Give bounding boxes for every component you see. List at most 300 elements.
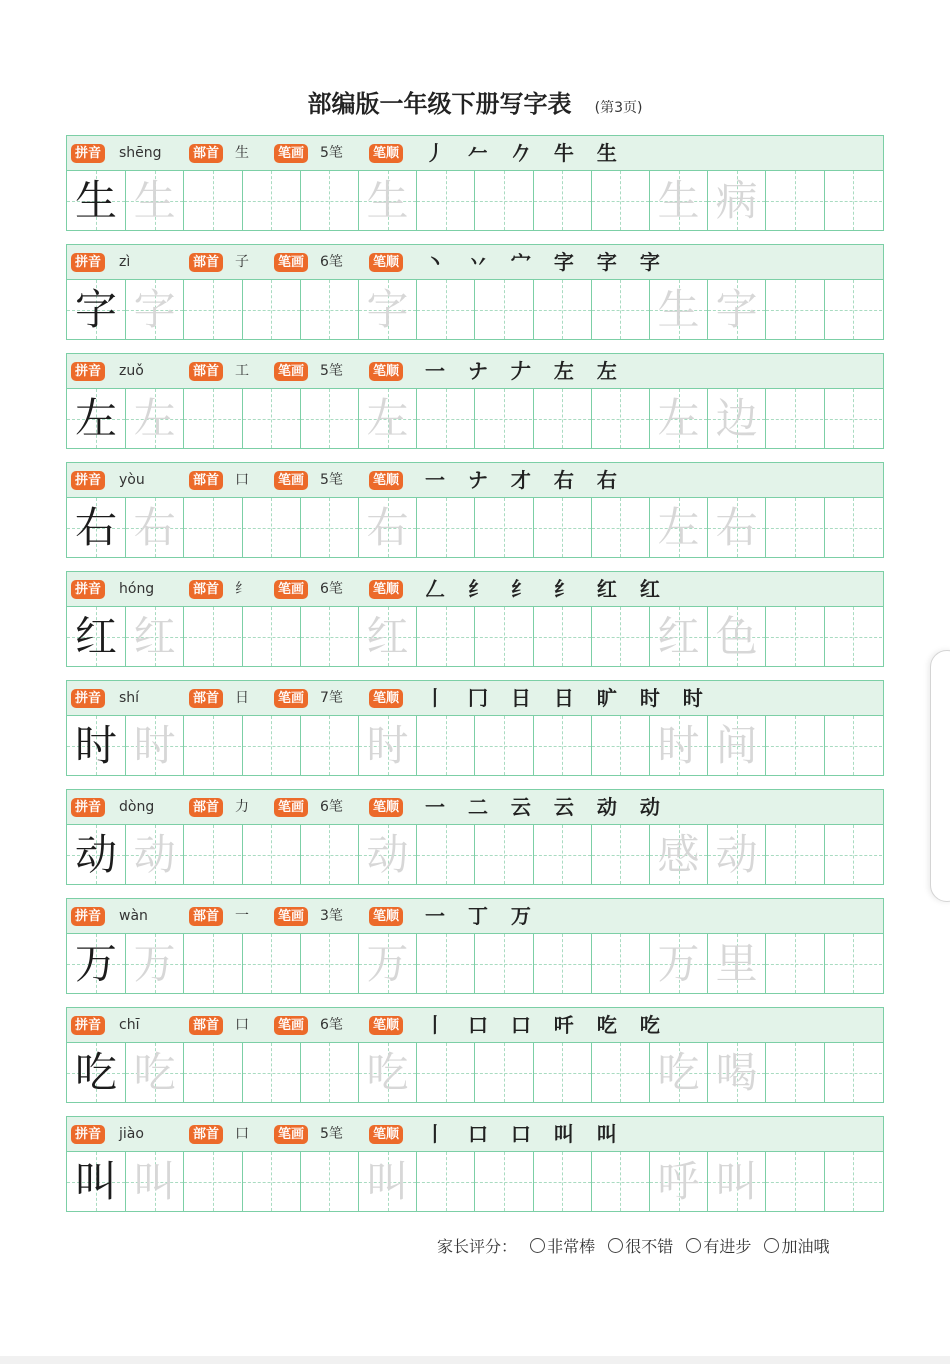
word-character: 感 xyxy=(657,830,700,879)
writing-cell[interactable] xyxy=(765,171,823,230)
radical-value: 一 xyxy=(235,908,249,924)
rating-radio-2[interactable] xyxy=(686,1238,701,1253)
writing-cell[interactable] xyxy=(416,716,474,775)
stroke-order-value: 一 ナ 才 右 右 xyxy=(425,468,625,492)
trace-character: 字 xyxy=(133,285,176,334)
writing-cell[interactable] xyxy=(416,934,474,993)
writing-cell[interactable] xyxy=(416,1043,474,1102)
writing-cell[interactable] xyxy=(242,280,300,339)
trace-character: 叫 xyxy=(133,1157,176,1206)
radical-tag: 部首 xyxy=(189,798,223,817)
stroke-count-value: 6笔 xyxy=(320,799,343,815)
writing-cell[interactable] xyxy=(591,825,649,884)
writing-cell[interactable] xyxy=(242,716,300,775)
writing-cell[interactable] xyxy=(183,1043,241,1102)
trace-character: 左 xyxy=(133,394,176,443)
rating-label: 家长评分： xyxy=(437,1237,518,1256)
pinyin-tag: 拼音 xyxy=(71,1125,105,1144)
info-bar xyxy=(67,1117,883,1152)
radical-value: 口 xyxy=(235,1017,249,1033)
writing-cell[interactable] xyxy=(649,280,707,339)
writing-cell[interactable] xyxy=(358,1152,416,1211)
stroke-order-value: 丶 丷 宀 字 字 字 xyxy=(425,250,668,274)
info-bar xyxy=(67,681,883,716)
character-block xyxy=(66,1116,884,1212)
pinyin-tag: 拼音 xyxy=(71,907,105,926)
word-character: 左 xyxy=(657,503,700,552)
writing-cell[interactable] xyxy=(533,389,591,448)
writing-cell[interactable] xyxy=(474,280,532,339)
writing-cell[interactable] xyxy=(707,607,765,666)
word-character: 红 xyxy=(657,612,700,661)
writing-cell[interactable] xyxy=(416,389,474,448)
pinyin-tag: 拼音 xyxy=(71,798,105,817)
word-character: 呼 xyxy=(657,1157,700,1206)
writing-cell[interactable] xyxy=(765,1152,823,1211)
word-character: 叫 xyxy=(715,1157,758,1206)
writing-cell[interactable] xyxy=(533,1043,591,1102)
writing-cell[interactable] xyxy=(300,498,358,557)
stroke-count-tag: 笔画 xyxy=(274,362,308,381)
writing-cell[interactable] xyxy=(67,498,125,557)
stroke-count-value: 6笔 xyxy=(320,581,343,597)
writing-cell[interactable] xyxy=(183,171,241,230)
writing-cell[interactable] xyxy=(125,934,183,993)
writing-cell[interactable] xyxy=(765,389,823,448)
trace-character: 右 xyxy=(133,503,176,552)
model-character: 红 xyxy=(74,612,117,661)
parent-rating xyxy=(437,1234,829,1257)
writing-cell[interactable] xyxy=(300,389,358,448)
writing-cell[interactable] xyxy=(242,171,300,230)
writing-cell[interactable] xyxy=(416,1152,474,1211)
stroke-order-value: 一 ナ 𠂇 左 左 xyxy=(425,359,625,383)
stroke-order-tag: 笔顺 xyxy=(369,362,403,381)
stroke-order-tag: 笔顺 xyxy=(369,1016,403,1035)
writing-cell[interactable] xyxy=(416,607,474,666)
info-bar xyxy=(67,572,883,607)
writing-cell[interactable] xyxy=(300,171,358,230)
writing-cell[interactable] xyxy=(183,716,241,775)
pinyin-value: yòu xyxy=(119,472,145,488)
model-character: 动 xyxy=(74,830,117,879)
writing-cell[interactable] xyxy=(358,607,416,666)
stroke-count-tag: 笔画 xyxy=(274,471,308,490)
writing-cell[interactable] xyxy=(125,280,183,339)
writing-cell[interactable] xyxy=(707,934,765,993)
writing-cell[interactable] xyxy=(474,389,532,448)
scroll-handle[interactable] xyxy=(930,650,950,902)
writing-cell[interactable] xyxy=(474,1152,532,1211)
trace-character: 时 xyxy=(366,721,409,770)
writing-cell[interactable] xyxy=(358,171,416,230)
writing-cell[interactable] xyxy=(300,1043,358,1102)
word-character: 病 xyxy=(715,176,758,225)
writing-cell[interactable] xyxy=(67,389,125,448)
character-block xyxy=(66,462,884,558)
pinyin-tag: 拼音 xyxy=(71,689,105,708)
stroke-order-tag: 笔顺 xyxy=(369,144,403,163)
word-character: 吃 xyxy=(657,1048,700,1097)
word-character: 左 xyxy=(657,394,700,443)
character-block xyxy=(66,353,884,449)
writing-cell[interactable] xyxy=(824,934,882,993)
rating-option-0: 非常棒 xyxy=(547,1237,596,1256)
character-block xyxy=(66,789,884,885)
trace-character: 红 xyxy=(133,612,176,661)
stroke-count-value: 5笔 xyxy=(320,145,343,161)
writing-cell[interactable] xyxy=(67,607,125,666)
writing-cell[interactable] xyxy=(765,716,823,775)
stroke-order-value: 一 丁 万 xyxy=(425,904,539,928)
pinyin-value: zuǒ xyxy=(119,363,144,379)
stroke-count-tag: 笔画 xyxy=(274,1125,308,1144)
radical-tag: 部首 xyxy=(189,580,223,599)
stroke-count-tag: 笔画 xyxy=(274,580,308,599)
stroke-order-value: 丨 口 口 叫 叫 xyxy=(425,1122,625,1146)
writing-cell[interactable] xyxy=(474,716,532,775)
model-character: 生 xyxy=(74,176,117,225)
writing-cell[interactable] xyxy=(591,280,649,339)
word-character: 间 xyxy=(715,721,758,770)
radical-tag: 部首 xyxy=(189,253,223,272)
writing-cell[interactable] xyxy=(649,934,707,993)
writing-cell[interactable] xyxy=(533,498,591,557)
writing-cell[interactable] xyxy=(649,825,707,884)
radical-tag: 部首 xyxy=(189,144,223,163)
writing-cell[interactable] xyxy=(533,825,591,884)
word-character: 字 xyxy=(715,285,758,334)
stroke-count-value: 7笔 xyxy=(320,690,343,706)
writing-cell[interactable] xyxy=(125,1152,183,1211)
rating-option-1: 很不错 xyxy=(625,1237,674,1256)
radical-value: 纟 xyxy=(235,581,249,597)
writing-cell[interactable] xyxy=(242,934,300,993)
writing-cell[interactable] xyxy=(591,934,649,993)
writing-cell[interactable] xyxy=(183,1152,241,1211)
trace-character: 叫 xyxy=(366,1157,409,1206)
writing-cell[interactable] xyxy=(707,716,765,775)
stroke-order-value: 一 二 云 云 动 动 xyxy=(425,795,668,819)
trace-character: 红 xyxy=(366,612,409,661)
writing-cell[interactable] xyxy=(474,498,532,557)
pinyin-value: chī xyxy=(119,1017,140,1033)
writing-cell[interactable] xyxy=(242,498,300,557)
writing-cell[interactable] xyxy=(183,498,241,557)
radical-value: 工 xyxy=(235,363,249,379)
trace-character: 吃 xyxy=(366,1048,409,1097)
writing-cell[interactable] xyxy=(707,1043,765,1102)
writing-cell[interactable] xyxy=(824,825,882,884)
info-bar xyxy=(67,790,883,825)
writing-cell[interactable] xyxy=(125,1043,183,1102)
radical-tag: 部首 xyxy=(189,907,223,926)
stroke-count-value: 6笔 xyxy=(320,1017,343,1033)
trace-character: 万 xyxy=(366,939,409,988)
writing-cell[interactable] xyxy=(183,280,241,339)
pinyin-value: wàn xyxy=(119,908,148,924)
writing-cell[interactable] xyxy=(591,1043,649,1102)
writing-cell[interactable] xyxy=(591,1152,649,1211)
trace-character: 时 xyxy=(133,721,176,770)
writing-cell[interactable] xyxy=(824,498,882,557)
radical-tag: 部首 xyxy=(189,362,223,381)
writing-cell[interactable] xyxy=(824,716,882,775)
trace-character: 左 xyxy=(366,394,409,443)
rating-option-3: 加油哦 xyxy=(781,1237,830,1256)
pinyin-tag: 拼音 xyxy=(71,144,105,163)
writing-cell[interactable] xyxy=(474,934,532,993)
pinyin-value: shēng xyxy=(119,145,162,161)
stroke-order-tag: 笔顺 xyxy=(369,580,403,599)
pinyin-tag: 拼音 xyxy=(71,1016,105,1035)
character-block xyxy=(66,1007,884,1103)
stroke-count-tag: 笔画 xyxy=(274,253,308,272)
word-character: 万 xyxy=(657,939,700,988)
writing-cell[interactable] xyxy=(242,389,300,448)
writing-cell[interactable] xyxy=(824,171,882,230)
word-character: 里 xyxy=(715,939,758,988)
pinyin-tag: 拼音 xyxy=(71,471,105,490)
writing-cell[interactable] xyxy=(649,1043,707,1102)
stroke-order-tag: 笔顺 xyxy=(369,689,403,708)
trace-character: 生 xyxy=(366,176,409,225)
pinyin-tag: 拼音 xyxy=(71,362,105,381)
writing-cell[interactable] xyxy=(183,389,241,448)
pinyin-value: hóng xyxy=(119,581,155,597)
writing-cell[interactable] xyxy=(183,825,241,884)
writing-cell[interactable] xyxy=(125,825,183,884)
stroke-order-value: 𠃋 纟 纟 纟 红 红 xyxy=(425,577,668,601)
writing-cell[interactable] xyxy=(533,280,591,339)
word-character: 生 xyxy=(657,176,700,225)
word-character: 喝 xyxy=(715,1048,758,1097)
writing-cell[interactable] xyxy=(824,607,882,666)
writing-cell[interactable] xyxy=(125,716,183,775)
radical-tag: 部首 xyxy=(189,471,223,490)
writing-cell[interactable] xyxy=(125,498,183,557)
trace-character: 右 xyxy=(366,503,409,552)
character-block xyxy=(66,244,884,340)
writing-cell[interactable] xyxy=(591,389,649,448)
character-block xyxy=(66,680,884,776)
writing-cell[interactable] xyxy=(591,716,649,775)
model-character: 左 xyxy=(74,394,117,443)
model-character: 吃 xyxy=(74,1048,117,1097)
writing-cell[interactable] xyxy=(474,1043,532,1102)
model-character: 叫 xyxy=(74,1157,117,1206)
writing-cell[interactable] xyxy=(591,607,649,666)
character-block xyxy=(66,898,884,994)
stroke-order-tag: 笔顺 xyxy=(369,253,403,272)
info-bar xyxy=(67,136,883,171)
writing-cell[interactable] xyxy=(533,934,591,993)
writing-cell[interactable] xyxy=(533,171,591,230)
model-character: 时 xyxy=(74,721,117,770)
word-character: 动 xyxy=(715,830,758,879)
writing-cell[interactable] xyxy=(707,280,765,339)
writing-cell[interactable] xyxy=(533,716,591,775)
stroke-order-value: 丨 口 口 吀 吃 吃 xyxy=(425,1013,668,1037)
writing-cell[interactable] xyxy=(242,1043,300,1102)
writing-cell[interactable] xyxy=(707,825,765,884)
stroke-count-value: 5笔 xyxy=(320,1126,343,1142)
writing-cell[interactable] xyxy=(533,607,591,666)
writing-cell[interactable] xyxy=(707,389,765,448)
radical-tag: 部首 xyxy=(189,689,223,708)
writing-cell[interactable] xyxy=(358,825,416,884)
word-character: 边 xyxy=(715,394,758,443)
info-bar xyxy=(67,463,883,498)
radical-tag: 部首 xyxy=(189,1016,223,1035)
writing-cell[interactable] xyxy=(300,825,358,884)
writing-cell[interactable] xyxy=(300,934,358,993)
writing-cell[interactable] xyxy=(824,1152,882,1211)
pinyin-value: zì xyxy=(119,254,131,270)
writing-cell[interactable] xyxy=(707,171,765,230)
character-block xyxy=(66,135,884,231)
stroke-count-value: 5笔 xyxy=(320,363,343,379)
rating-option-2: 有进步 xyxy=(703,1237,752,1256)
model-character: 字 xyxy=(74,285,117,334)
rating-radio-3[interactable] xyxy=(764,1238,779,1253)
radical-value: 口 xyxy=(235,1126,249,1142)
writing-cell[interactable] xyxy=(649,607,707,666)
writing-cell[interactable] xyxy=(125,171,183,230)
writing-cell[interactable] xyxy=(591,498,649,557)
writing-cell[interactable] xyxy=(300,716,358,775)
title-row xyxy=(0,84,950,119)
pinyin-tag: 拼音 xyxy=(71,253,105,272)
stroke-count-tag: 笔画 xyxy=(274,1016,308,1035)
writing-cell[interactable] xyxy=(358,1043,416,1102)
radical-value: 日 xyxy=(235,690,249,706)
stroke-count-tag: 笔画 xyxy=(274,689,308,708)
writing-cell[interactable] xyxy=(707,1152,765,1211)
stroke-order-value: 丿 𠂉 𠂊 牛 生 xyxy=(425,141,625,165)
writing-cell[interactable] xyxy=(183,934,241,993)
writing-cell[interactable] xyxy=(358,280,416,339)
trace-character: 吃 xyxy=(133,1048,176,1097)
writing-cell[interactable] xyxy=(824,389,882,448)
trace-character: 字 xyxy=(366,285,409,334)
stroke-count-tag: 笔画 xyxy=(274,907,308,926)
writing-cell[interactable] xyxy=(824,1043,882,1102)
writing-cell[interactable] xyxy=(474,171,532,230)
info-bar xyxy=(67,899,883,934)
model-character: 万 xyxy=(74,939,117,988)
model-character: 右 xyxy=(74,503,117,552)
info-bar xyxy=(67,1008,883,1043)
writing-cell[interactable] xyxy=(67,716,125,775)
writing-cell[interactable] xyxy=(125,607,183,666)
writing-cell[interactable] xyxy=(358,934,416,993)
writing-cell[interactable] xyxy=(242,825,300,884)
writing-cell[interactable] xyxy=(649,498,707,557)
writing-cell[interactable] xyxy=(358,716,416,775)
rating-radio-0[interactable] xyxy=(530,1238,545,1253)
writing-cell[interactable] xyxy=(67,171,125,230)
writing-cell[interactable] xyxy=(125,389,183,448)
word-character: 色 xyxy=(715,612,758,661)
writing-cell[interactable] xyxy=(765,825,823,884)
writing-cell[interactable] xyxy=(649,389,707,448)
writing-cell[interactable] xyxy=(765,934,823,993)
writing-cell[interactable] xyxy=(67,1043,125,1102)
radical-value: 力 xyxy=(235,799,249,815)
writing-cell[interactable] xyxy=(242,607,300,666)
radical-tag: 部首 xyxy=(189,1125,223,1144)
writing-cell[interactable] xyxy=(300,1152,358,1211)
writing-cell[interactable] xyxy=(67,280,125,339)
pinyin-value: shí xyxy=(119,690,140,706)
writing-cell[interactable] xyxy=(765,498,823,557)
trace-character: 生 xyxy=(133,176,176,225)
writing-cell[interactable] xyxy=(416,171,474,230)
writing-cell[interactable] xyxy=(300,607,358,666)
radical-value: 生 xyxy=(235,145,249,161)
writing-cell[interactable] xyxy=(358,498,416,557)
radical-value: 口 xyxy=(235,472,249,488)
character-block xyxy=(66,571,884,667)
writing-cell[interactable] xyxy=(765,607,823,666)
stroke-count-value: 5笔 xyxy=(320,472,343,488)
writing-cell[interactable] xyxy=(358,389,416,448)
writing-cell[interactable] xyxy=(416,498,474,557)
page-number: (第3页) xyxy=(594,100,643,116)
trace-character: 动 xyxy=(366,830,409,879)
word-character: 右 xyxy=(715,503,758,552)
trace-character: 动 xyxy=(133,830,176,879)
writing-cell[interactable] xyxy=(474,825,532,884)
rating-radio-1[interactable] xyxy=(608,1238,623,1253)
writing-cell[interactable] xyxy=(824,280,882,339)
writing-cell[interactable] xyxy=(300,280,358,339)
writing-cell[interactable] xyxy=(67,825,125,884)
radical-value: 子 xyxy=(235,254,249,270)
writing-cell[interactable] xyxy=(707,498,765,557)
word-character: 时 xyxy=(657,721,700,770)
writing-cell[interactable] xyxy=(649,716,707,775)
info-bar xyxy=(67,245,883,280)
writing-cell[interactable] xyxy=(765,280,823,339)
stroke-order-tag: 笔顺 xyxy=(369,1125,403,1144)
writing-cell[interactable] xyxy=(183,607,241,666)
writing-cell[interactable] xyxy=(67,934,125,993)
info-bar xyxy=(67,354,883,389)
stroke-order-tag: 笔顺 xyxy=(369,471,403,490)
writing-cell[interactable] xyxy=(765,1043,823,1102)
writing-cell[interactable] xyxy=(649,171,707,230)
trace-character: 万 xyxy=(133,939,176,988)
writing-cell[interactable] xyxy=(649,1152,707,1211)
writing-cell[interactable] xyxy=(533,1152,591,1211)
writing-cell[interactable] xyxy=(242,1152,300,1211)
writing-cell[interactable] xyxy=(67,1152,125,1211)
pinyin-value: jiào xyxy=(119,1126,144,1142)
stroke-order-tag: 笔顺 xyxy=(369,907,403,926)
word-character: 生 xyxy=(657,285,700,334)
stroke-count-tag: 笔画 xyxy=(274,144,308,163)
stroke-count-value: 6笔 xyxy=(320,254,343,270)
pinyin-value: dòng xyxy=(119,799,155,815)
writing-cell[interactable] xyxy=(416,280,474,339)
stroke-order-tag: 笔顺 xyxy=(369,798,403,817)
writing-cell[interactable] xyxy=(416,825,474,884)
writing-cell[interactable] xyxy=(591,171,649,230)
writing-cell[interactable] xyxy=(474,607,532,666)
stroke-order-value: 丨 冂 日 日 旷 时 时 xyxy=(425,686,711,710)
